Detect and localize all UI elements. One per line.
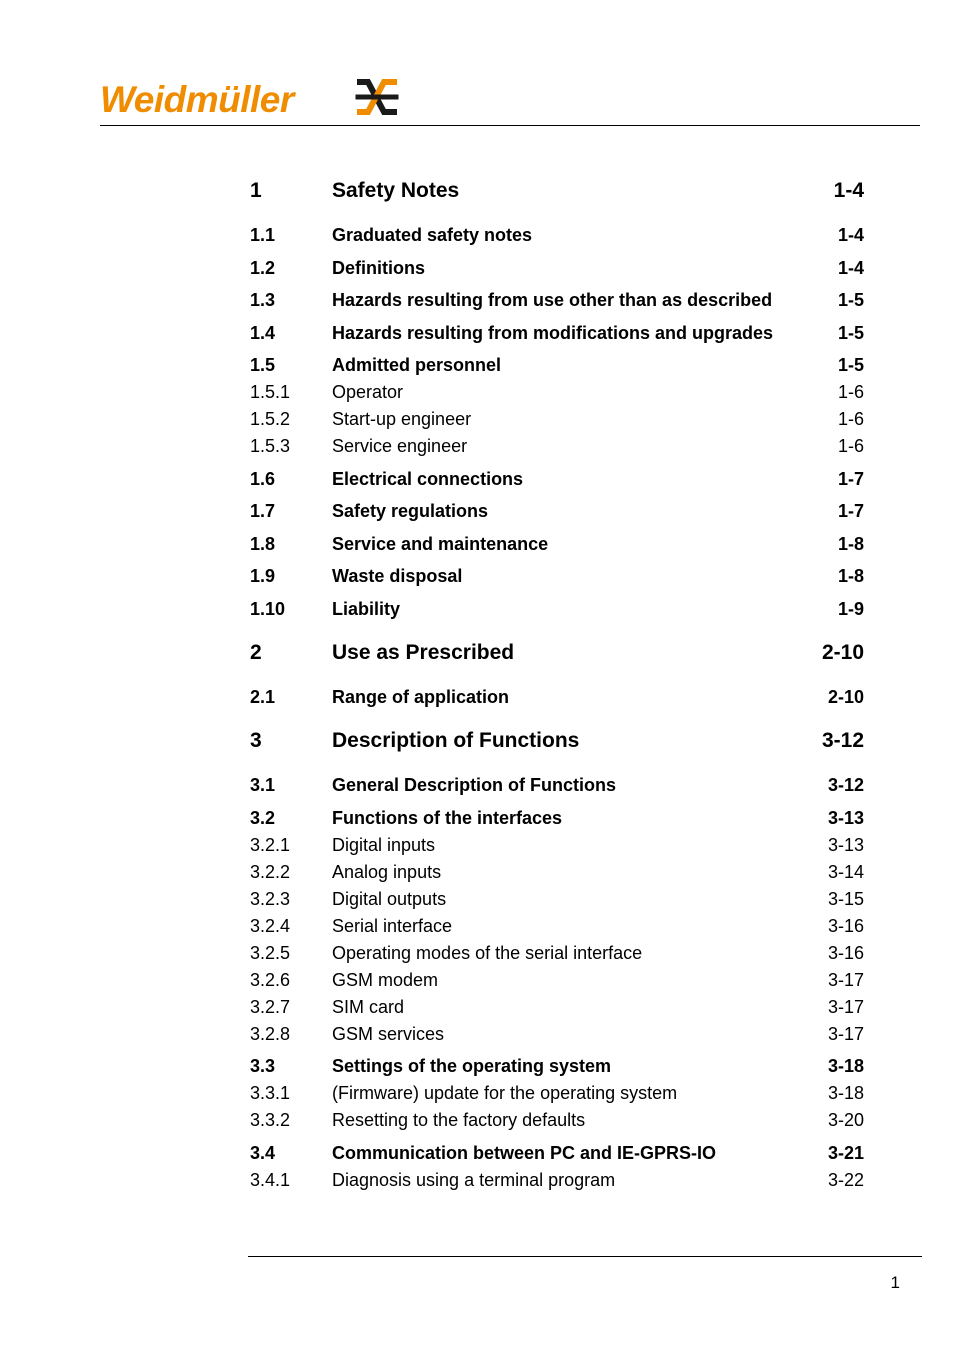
toc-page: 2-10 bbox=[827, 687, 864, 707]
toc-title: Diagnosis using a terminal program bbox=[332, 1170, 616, 1190]
toc-number: 3.4.1 bbox=[250, 1170, 291, 1190]
toc-title: Resetting to the factory defaults bbox=[332, 1110, 586, 1130]
toc-number: 3.2.4 bbox=[250, 916, 291, 936]
toc-chapter[interactable] bbox=[250, 639, 864, 667]
toc-number: 2 bbox=[250, 641, 262, 664]
toc-title: Settings of the operating system bbox=[332, 1056, 612, 1076]
toc-subsection[interactable] bbox=[250, 941, 864, 965]
page-number: 1 bbox=[890, 1273, 900, 1292]
toc-page: 3-16 bbox=[827, 943, 864, 963]
toc-page: 3-13 bbox=[827, 835, 864, 855]
toc-number: 3.2.5 bbox=[250, 943, 291, 963]
toc-title: Admitted personnel bbox=[332, 355, 502, 375]
toc-subsection[interactable] bbox=[250, 995, 864, 1019]
toc-section[interactable] bbox=[250, 288, 864, 312]
toc-page: 3-16 bbox=[827, 916, 864, 936]
toc-page: 3-15 bbox=[827, 889, 864, 909]
toc-title: Start-up engineer bbox=[332, 409, 472, 429]
toc-number: 1.6 bbox=[250, 469, 276, 489]
toc-number: 3.1 bbox=[250, 775, 276, 795]
toc-title: Use as Prescribed bbox=[332, 641, 515, 664]
toc-title: Waste disposal bbox=[332, 566, 463, 586]
toc-page: 1-5 bbox=[837, 355, 864, 375]
toc-title: General Description of Functions bbox=[332, 775, 617, 795]
footer-divider bbox=[248, 1256, 922, 1257]
toc-page: 1-7 bbox=[837, 501, 864, 521]
toc-title: GSM services bbox=[332, 1024, 445, 1044]
toc-page: 3-18 bbox=[827, 1056, 864, 1076]
toc-number: 3.3.1 bbox=[250, 1083, 291, 1103]
toc-section[interactable] bbox=[250, 597, 864, 621]
toc-section[interactable] bbox=[250, 1141, 864, 1165]
toc-page: 1-5 bbox=[837, 290, 864, 310]
toc-number: 3.3 bbox=[250, 1056, 276, 1076]
toc-section[interactable] bbox=[250, 499, 864, 523]
toc-page: 1-4 bbox=[837, 258, 864, 278]
toc-section[interactable] bbox=[250, 806, 864, 830]
toc-subsection[interactable] bbox=[250, 914, 864, 938]
brand-logo-text: Weidmüller bbox=[100, 79, 294, 120]
toc-number: 1.7 bbox=[250, 501, 276, 521]
toc-chapter[interactable] bbox=[250, 177, 864, 205]
toc-subsection[interactable] bbox=[250, 1168, 864, 1192]
toc-title: Graduated safety notes bbox=[332, 225, 533, 245]
toc-number: 1.8 bbox=[250, 534, 276, 554]
toc-section[interactable] bbox=[250, 685, 864, 709]
toc-title: Service engineer bbox=[332, 436, 468, 456]
toc-page: 3-17 bbox=[827, 1024, 864, 1044]
toc-title: Service and maintenance bbox=[332, 534, 549, 554]
toc-section[interactable] bbox=[250, 564, 864, 588]
toc-title: Communication between PC and IE-GPRS-IO bbox=[332, 1143, 717, 1163]
toc-subsection[interactable] bbox=[250, 860, 864, 884]
toc-page: 1-9 bbox=[837, 599, 864, 619]
toc-page: 3-22 bbox=[827, 1170, 864, 1190]
toc-number: 3.2.7 bbox=[250, 997, 291, 1017]
toc-page: 3-12 bbox=[827, 775, 864, 795]
weidmueller-cross-icon bbox=[354, 76, 400, 118]
toc-page: 1-7 bbox=[837, 469, 864, 489]
toc-section[interactable] bbox=[250, 256, 864, 280]
toc-title: Range of application bbox=[332, 687, 510, 707]
toc-section[interactable] bbox=[250, 467, 864, 491]
toc-subsection[interactable] bbox=[250, 1022, 864, 1046]
toc-page: 1-6 bbox=[837, 382, 864, 402]
toc-number: 1.4 bbox=[250, 323, 276, 343]
toc-title: (Firmware) update for the operating system bbox=[332, 1083, 678, 1103]
toc-subsection[interactable] bbox=[250, 407, 864, 431]
toc-page: 1-8 bbox=[837, 534, 864, 554]
toc-number: 3.4 bbox=[250, 1143, 276, 1163]
toc-subsection[interactable] bbox=[250, 434, 864, 458]
toc-title: Serial interface bbox=[332, 916, 453, 936]
toc-title: Description of Functions bbox=[332, 729, 580, 752]
toc-title: Digital inputs bbox=[332, 835, 436, 855]
toc-page: 3-12 bbox=[821, 729, 864, 752]
toc-number: 1.5.1 bbox=[250, 382, 291, 402]
toc-number: 1.1 bbox=[250, 225, 276, 245]
toc-title: Safety regulations bbox=[332, 501, 489, 521]
toc-subsection[interactable] bbox=[250, 887, 864, 911]
toc-number: 3.2.3 bbox=[250, 889, 291, 909]
toc-title: Safety Notes bbox=[332, 179, 460, 202]
page-header bbox=[0, 0, 954, 130]
toc-title: SIM card bbox=[332, 997, 405, 1017]
toc-title: Analog inputs bbox=[332, 862, 442, 882]
toc-page: 3-14 bbox=[827, 862, 864, 882]
toc-page: 3-20 bbox=[827, 1110, 864, 1130]
toc-number: 1.3 bbox=[250, 290, 276, 310]
toc-title: Hazards resulting from modifications and upgrades bbox=[332, 323, 774, 343]
toc-subsection[interactable] bbox=[250, 1081, 864, 1105]
toc-page: 3-21 bbox=[827, 1143, 864, 1163]
header-divider bbox=[100, 125, 920, 126]
toc-number: 1.9 bbox=[250, 566, 276, 586]
toc-chapter[interactable] bbox=[250, 727, 864, 755]
toc-title: Digital outputs bbox=[332, 889, 447, 909]
toc-number: 1.5.2 bbox=[250, 409, 291, 429]
toc-number: 3.2.1 bbox=[250, 835, 291, 855]
toc-section[interactable] bbox=[250, 223, 864, 247]
toc-page: 3-13 bbox=[827, 808, 864, 828]
toc-title: Definitions bbox=[332, 258, 425, 278]
toc-number: 1.10 bbox=[250, 599, 286, 619]
toc-number: 3 bbox=[250, 729, 262, 752]
toc-number: 3.2 bbox=[250, 808, 276, 828]
toc-page: 2-10 bbox=[821, 641, 864, 664]
toc-number: 1.5 bbox=[250, 355, 276, 375]
toc-number: 1.5.3 bbox=[250, 436, 291, 456]
toc-subsection[interactable] bbox=[250, 833, 864, 857]
toc-title: Liability bbox=[332, 599, 401, 619]
toc-number: 3.2.6 bbox=[250, 970, 291, 990]
toc-title: Operating modes of the serial interface bbox=[332, 943, 643, 963]
toc-section[interactable] bbox=[250, 321, 864, 345]
toc-number: 1.2 bbox=[250, 258, 276, 278]
toc-number: 3.3.2 bbox=[250, 1110, 291, 1130]
toc-title: Electrical connections bbox=[332, 469, 524, 489]
toc-title: Operator bbox=[332, 382, 404, 402]
toc-page: 1-4 bbox=[833, 179, 864, 202]
toc-page: 3-18 bbox=[827, 1083, 864, 1103]
toc-section[interactable] bbox=[250, 532, 864, 556]
toc-section[interactable] bbox=[250, 1054, 864, 1078]
toc-page: 1-5 bbox=[837, 323, 864, 343]
toc-page: 1-8 bbox=[837, 566, 864, 586]
toc-number: 1 bbox=[250, 179, 262, 202]
toc-subsection[interactable] bbox=[250, 380, 864, 404]
toc-number: 3.2.2 bbox=[250, 862, 291, 882]
toc-section[interactable] bbox=[250, 773, 864, 797]
toc-title: GSM modem bbox=[332, 970, 439, 990]
toc-section[interactable] bbox=[250, 353, 864, 377]
toc-page: 3-17 bbox=[827, 997, 864, 1017]
toc-subsection[interactable] bbox=[250, 1108, 864, 1132]
toc-number: 3.2.8 bbox=[250, 1024, 291, 1044]
toc-title: Functions of the interfaces bbox=[332, 808, 563, 828]
toc-page: 1-4 bbox=[837, 225, 864, 245]
toc-page: 1-6 bbox=[837, 436, 864, 456]
toc-subsection[interactable] bbox=[250, 968, 864, 992]
toc-page: 3-17 bbox=[827, 970, 864, 990]
toc-page: 1-6 bbox=[837, 409, 864, 429]
toc-title: Hazards resulting from use other than as described bbox=[332, 290, 773, 310]
toc-number: 2.1 bbox=[250, 687, 276, 707]
